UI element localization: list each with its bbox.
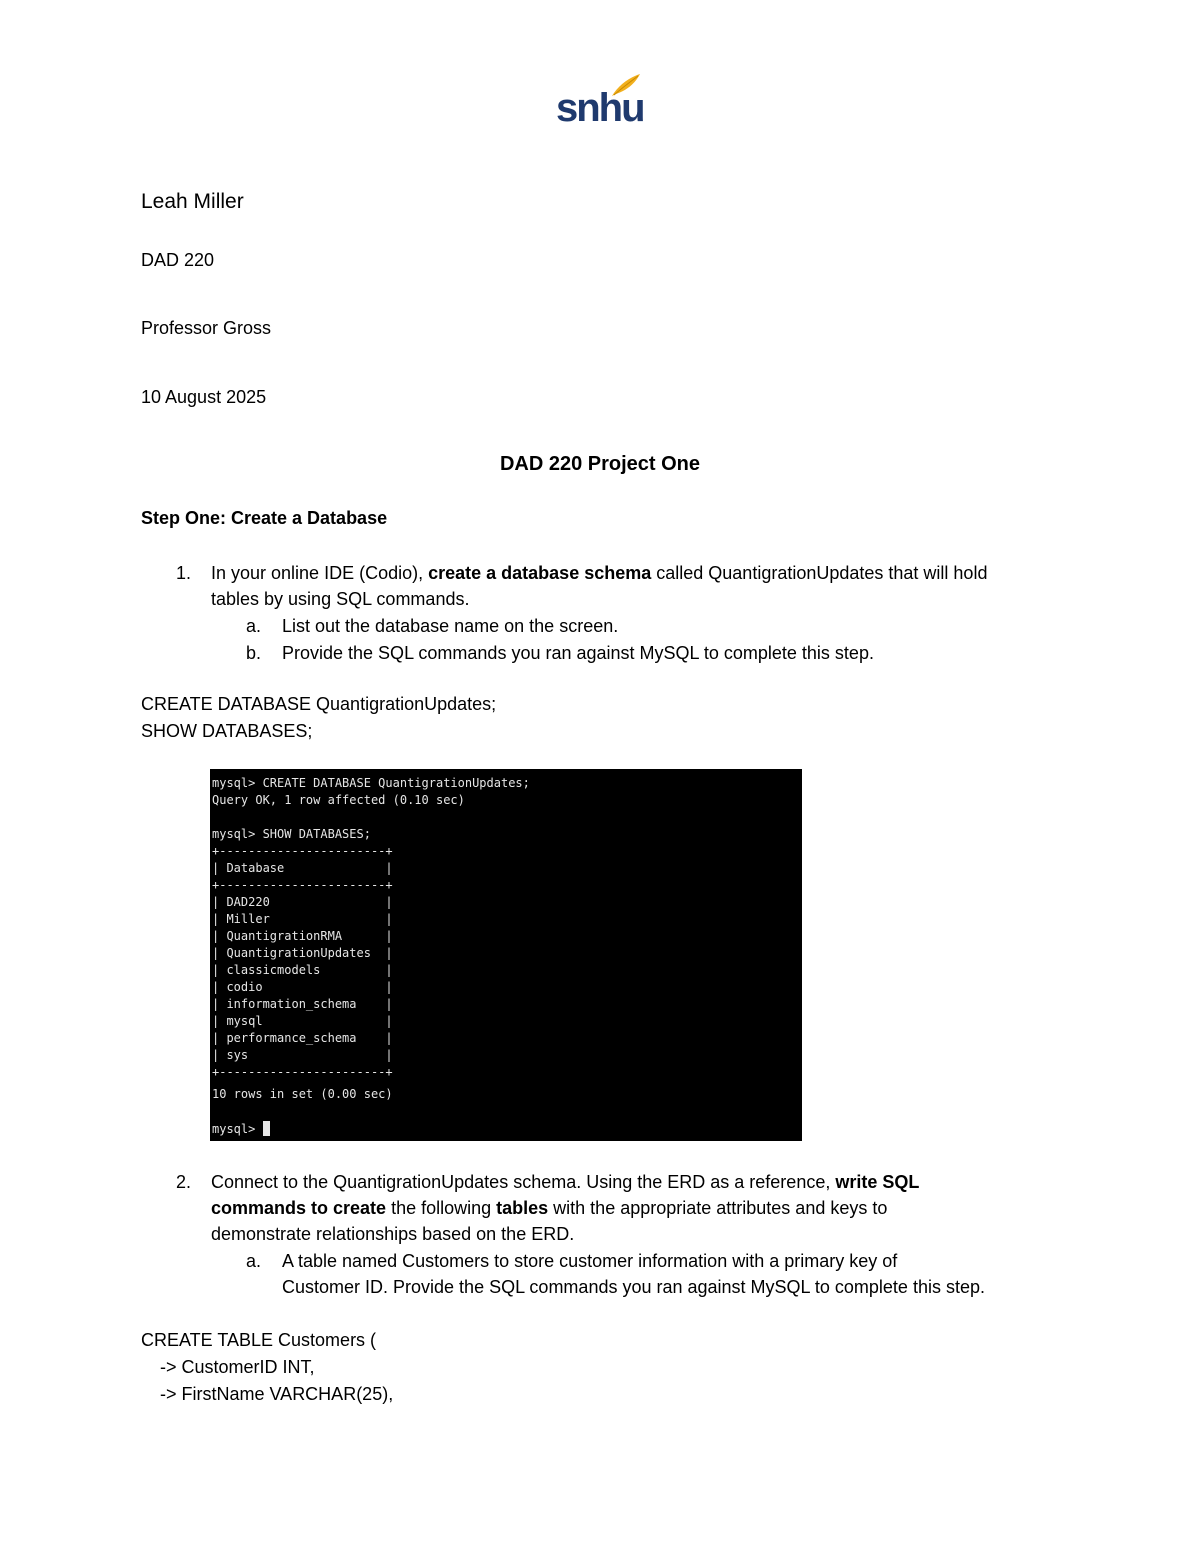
terminal-line: | Database | [212, 861, 393, 875]
cursor-icon [263, 1121, 270, 1136]
professor-name: Professor Gross [141, 318, 272, 338]
item-1a-label: a. [246, 616, 262, 636]
terminal-line: | performance_schema | [212, 1031, 393, 1045]
item-1a-text: List out the database name on the screen. [282, 616, 619, 636]
logo-text: snhu [556, 86, 644, 130]
terminal-line: +-----------------------+ [212, 1065, 393, 1079]
item-2-bold-b: commands to create [211, 1198, 387, 1218]
sql-line: CREATE DATABASE QuantigrationUpdates; [141, 694, 497, 714]
terminal-line: | DAD220 | [212, 895, 393, 909]
terminal-line: mysql> CREATE DATABASE QuantigrationUpdates; [212, 776, 530, 790]
item-1-text-a: In your online IDE (Codio), [211, 563, 429, 583]
item-1-line-1 [211, 560, 1091, 586]
item-1-text-b: called QuantigrationUpdates that will hold [651, 563, 988, 583]
item-2-line-3: demonstrate relationships based on the ERD. [211, 1224, 575, 1244]
student-name: Leah Miller [141, 190, 244, 213]
feather-icon [610, 72, 642, 98]
item-2-number: 2. [176, 1172, 192, 1192]
terminal-line: | Miller | [212, 912, 393, 926]
item-1b-text: Provide the SQL commands you ran against MySQL to complete this step. [282, 643, 874, 663]
item-2-text-c: with the appropriate attributes and keys to [548, 1198, 888, 1218]
terminal-line: | QuantigrationRMA | [212, 929, 393, 943]
item-2a-line-2: Customer ID. Provide the SQL commands you ran against MySQL to complete this step. [282, 1277, 985, 1297]
terminal-line: mysql> SHOW DATABASES; [212, 827, 371, 841]
terminal-line: | mysql | [212, 1014, 393, 1028]
item-1-bold-a: create a database schema [428, 563, 652, 583]
item-2-bold-a: write SQL [835, 1172, 920, 1192]
terminal-line: | sys | [212, 1048, 393, 1062]
sql-line: SHOW DATABASES; [141, 721, 313, 741]
terminal-line: +-----------------------+ [212, 878, 393, 892]
snhu-logo [552, 72, 644, 134]
submission-date: 10 August 2025 [141, 387, 267, 407]
item-1-line-2: tables by using SQL commands. [211, 589, 470, 609]
step-one-heading: Step One: Create a Database [141, 508, 388, 528]
sql-line: CREATE TABLE Customers ( [141, 1330, 377, 1350]
item-1-text [211, 560, 1091, 612]
item-2-line-2 [211, 1195, 1091, 1221]
item-1-number: 1. [176, 563, 192, 583]
item-2-text [211, 1169, 1091, 1247]
item-2-line-1 [211, 1169, 1091, 1195]
item-2a-line-1: A table named Customers to store customer information with a primary key of [282, 1251, 898, 1271]
terminal-line: | QuantigrationUpdates | [212, 946, 393, 960]
item-1b-label: b. [246, 643, 262, 663]
terminal-line: 10 rows in set (0.00 sec) [212, 1087, 393, 1101]
terminal-line: | codio | [212, 980, 393, 994]
document-title: DAD 220 Project One [499, 453, 701, 475]
sql-line: -> FirstName VARCHAR(25), [160, 1384, 394, 1404]
sql-line: -> CustomerID INT, [160, 1357, 315, 1377]
item-2a-text [282, 1248, 1102, 1300]
item-2-bold-c: tables [496, 1198, 549, 1218]
item-2-text-b: the following [386, 1198, 497, 1218]
terminal-line: +-----------------------+ [212, 844, 393, 858]
course-code: DAD 220 [141, 250, 215, 270]
terminal-prompt [212, 1121, 270, 1136]
terminal-line: | classicmodels | [212, 963, 393, 977]
terminal-screenshot [210, 769, 802, 1141]
terminal-line: | information_schema | [212, 997, 393, 1011]
item-2a-label: a. [246, 1251, 262, 1271]
prompt-text: mysql> [212, 1122, 263, 1136]
terminal-line: Query OK, 1 row affected (0.10 sec) [212, 793, 465, 807]
item-2-text-a: Connect to the QuantigrationUpdates schema. Using the ERD as a reference, [211, 1172, 836, 1192]
